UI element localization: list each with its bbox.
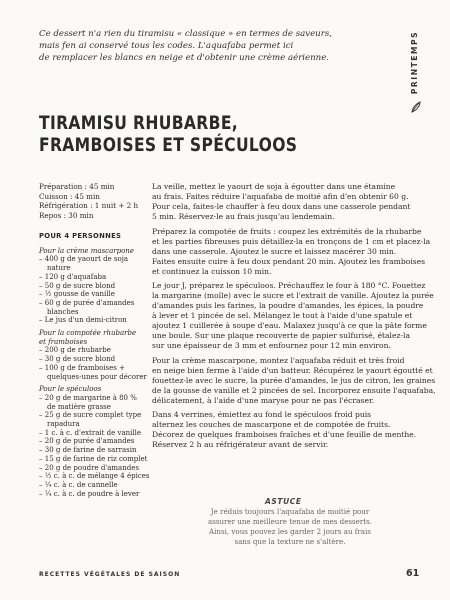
ingredient-item: – 20 g de purée d'amandes: [39, 437, 147, 446]
ingredient-group-title: Pour le spéculoos: [39, 385, 102, 394]
ingredient-group-title-continued: et framboises: [39, 337, 88, 346]
intro-line: mais fen ai conservé tous les codes. L'aquafaba permet ici: [39, 41, 294, 52]
recipe-times: [39, 182, 149, 220]
step-line: Préparez la compotée de fruits : coupez les extrémités de la rhubarbe: [152, 226, 422, 236]
cook-time: Cuisson : 45 min: [39, 191, 100, 201]
step-paragraph: [152, 355, 436, 406]
ingredient-item: – 200 g de rhubarbe: [39, 346, 147, 355]
ingredient-item: – ¼ c. à c. de poudre à lever: [39, 490, 147, 499]
step-line: délicatement, à l'aide d'une maryse pour ne pas l'écraser.: [152, 395, 375, 405]
servings-heading: POUR 4 PERSONNES: [39, 232, 122, 240]
tip-title: ASTUCE: [265, 497, 302, 506]
recipe-title: [39, 112, 367, 156]
prep-time: Préparation : 45 min: [39, 182, 115, 191]
book-footer: RECETTES VÉGÉTALES DE SAISON: [39, 571, 181, 578]
ingredient-item-continued: blanches: [47, 307, 79, 316]
step-line: sur une épaisseur de 3 mm et enfournez pour 12 min environ.: [152, 341, 391, 350]
ingredient-item-continued: nature: [47, 264, 71, 273]
step-line: au frais. Faites réduire l'aquafaba de moitié afin d'en obtenir 60 g.: [152, 192, 409, 201]
step-line: 5 min. Réservez-le au frais jusqu'au lendemain.: [152, 212, 335, 221]
step-paragraph: [152, 182, 427, 222]
ingredient-item: – 30 g de farine de sarrasin: [39, 446, 147, 455]
ingredient-item: – 20 g de poudre d'amandes: [39, 464, 147, 473]
section-tab: [404, 26, 426, 98]
tip-line: Ainsi, vous pouvez les garder 2 jours au frais: [209, 527, 371, 536]
ingredient-item: – 50 g de sucre blond: [39, 282, 147, 291]
step-line: et les parties fibreuses puis détaillez-la en tronçons de 1 cm et placez-la: [152, 236, 431, 246]
step-line: Dans 4 verrines, émiettez au fond le spéculoos froid puis: [152, 410, 372, 419]
ingredient-item: – 15 g de farine de riz complet: [39, 455, 147, 464]
step-line: de la gousse de vanille et 2 pincées de sel. Incorporez ensuite l'aquafaba,: [152, 385, 436, 395]
step-paragraph: [152, 226, 431, 277]
step-line: fouettez-le avec le sucre, la purée d'amandes, le jus de citron, les graines: [152, 375, 436, 385]
ingredient-item: – Le jus d'un demi-citron: [39, 316, 147, 325]
ingredient-item: – 1 c. à c. d'extrait de vanille: [39, 429, 147, 438]
ingredient-item-continued: quelques-unes pour décorer: [47, 372, 147, 381]
step-line: La veille, mettez le yaourt de soja à égoutter dans une étamine: [152, 182, 396, 191]
ingredient-item: – ¼ c. à c. de cannelle: [39, 481, 147, 490]
ingredient-item: – 20 g de margarine à 80 %: [39, 394, 147, 403]
step-line: Le jour J, préparez le spéculoos. Préchauffez le four à 180 °C. Fouettez: [152, 281, 426, 290]
step-line: ajoutez 1 cuillerée à soupe d'eau. Malaxez jusqu'à ce que la pâte forme: [152, 321, 427, 330]
recipe-steps: [152, 182, 436, 455]
title-line-2: FRAMBOISES ET SPÉCULOOS: [39, 134, 298, 156]
step-line: une boule. Sur une plaque recouverte de papier sulfurisé, étalez-la: [152, 331, 410, 340]
title-line-1: TIRAMISU RHUBARBE,: [39, 112, 239, 134]
ingredient-item: – ½ gousse de vanille: [39, 290, 147, 299]
section-tab-label: PRINTEMPS: [410, 30, 420, 94]
page-number: 61: [406, 568, 420, 579]
step-line: Pour cela, faites-le chauffer à feu doux dans une casserole pendant: [152, 202, 411, 211]
ingredient-group-speculoos: [39, 385, 150, 498]
step-line: en neige bien ferme à l'aide d'un batteur. Récupérez le yaourt égoutté et: [152, 365, 433, 375]
ingredient-item: – 400 g de yaourt de soja: [39, 255, 147, 264]
ingredient-group-mascarpone: [39, 247, 147, 325]
tip-line: sans que la texture ne s'altère.: [234, 537, 346, 546]
rest-time: Repos : 30 min: [39, 210, 94, 220]
step-line: Faites ensuite cuire à feu doux pendant 20 min. Ajoutez les framboises: [152, 256, 426, 266]
intro-line: Ce dessert n'a rien du tiramisu « classique » en termes de saveurs,: [39, 29, 332, 39]
intro-line: de remplacer les blancs en neige et d'obtenir une crème aérienne.: [39, 53, 330, 64]
ingredient-item: – 25 g de sucre complet type: [39, 411, 147, 420]
step-line: dans une casserole. Ajoutez le sucre et laissez macérer 30 min.: [152, 246, 397, 256]
leaf-icon: [410, 100, 422, 114]
ingredient-item: – 120 g d'aquafaba: [39, 273, 147, 282]
ingredient-group-title: Pour la crème mascarpone: [39, 246, 134, 255]
tip-line: assurer une meilleure tenue de mes desserts.: [207, 517, 373, 526]
step-line: Décorez de quelques framboises fraîches et d'une feuille de menthe.: [152, 430, 417, 439]
step-line: et continuez la cuisson 10 min.: [152, 266, 272, 276]
ingredient-group-compote: [39, 329, 147, 381]
tip-text: [200, 507, 380, 547]
step-line: la margarine (molle) avec le sucre et l'extrait de vanille. Ajoutez la purée: [152, 291, 434, 300]
ingredient-item-continued: rapadura: [47, 420, 80, 429]
tip-line: Je réduis toujours l'aquafaba de moitié pour: [210, 507, 370, 516]
step-line: Pour la crème mascarpone, montez l'aquafaba réduit et très froid: [152, 355, 405, 365]
step-line: Réservez 2 h au réfrigérateur avant de servir.: [152, 440, 329, 449]
ingredient-item: – 60 g de purée d'amandes: [39, 299, 147, 308]
ingredient-item: – ½ c. à c. de mélange 4 épices: [39, 472, 147, 481]
ingredient-item-continued: de matière grasse: [47, 402, 111, 411]
recipe-intro: [39, 28, 389, 65]
fridge-time: Réfrigération : 1 nuit + 2 h: [39, 201, 139, 211]
ingredient-item: – 30 g de sucre blond: [39, 355, 147, 364]
step-line: à lever et 1 pincée de sel. Mélangez le tout à l'aide d'une spatule et: [152, 311, 413, 320]
ingredients-column: [39, 232, 150, 502]
ingredient-group-title: Pour la compotée rhubarbe: [39, 329, 137, 338]
step-line: d'amandes puis les farines, la poudre d'amandes, les épices, la poudre: [152, 301, 424, 310]
step-paragraph: [152, 281, 434, 351]
step-line: alternez les couches de mascarpone et de compotée de fruits.: [152, 420, 391, 429]
step-paragraph: [152, 410, 427, 450]
ingredient-item: – 100 g de framboises +: [39, 364, 147, 373]
